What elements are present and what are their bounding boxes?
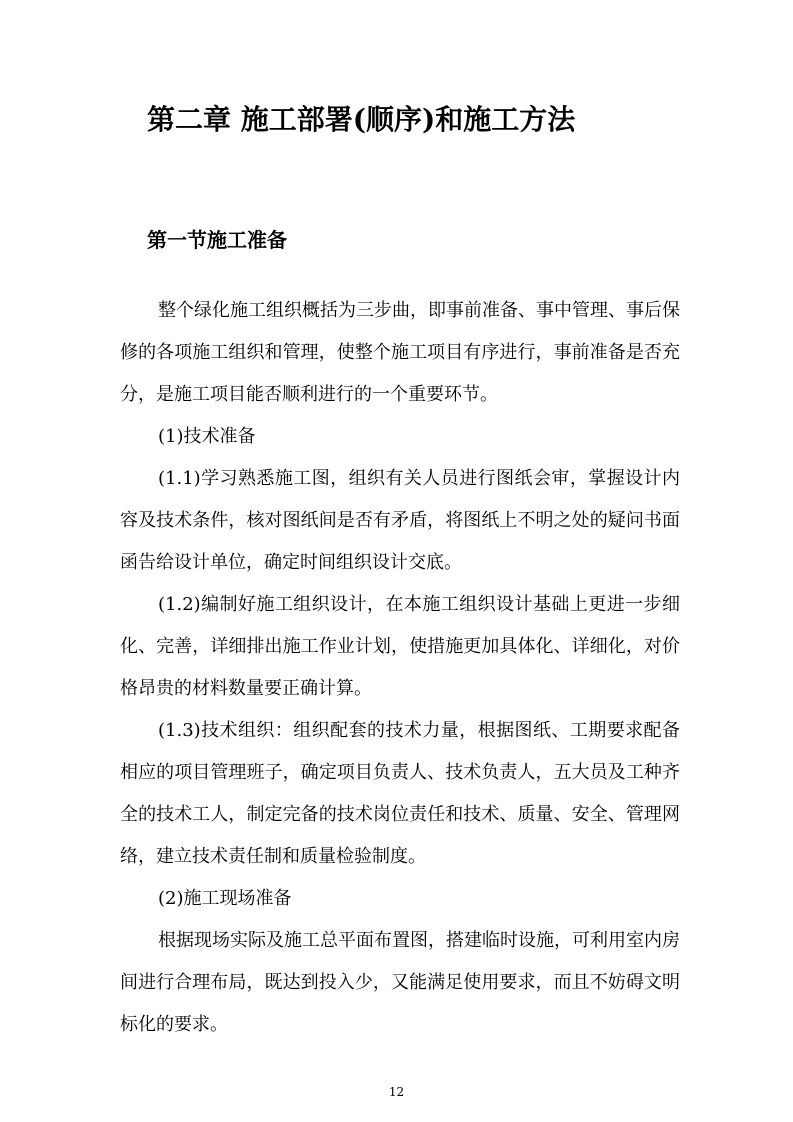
- page-number: 12: [388, 1085, 405, 1099]
- paragraph-1-2: (1.2)编制好施工组织设计，在本施工组织设计基础上更进一步细化、完善，详细排出施工作业计划，使措施更加具体化、详细化，对价格昂贵的材料数量要正确计算。: [120, 594, 680, 699]
- section-title: 第一节施工准备: [147, 228, 287, 252]
- paragraph-intro: 整个绿化施工组织概括为三步曲，即事前准备、事中管理、事后保修的各项施工组织和管理，使整个施工项目有序进行，事前准备是否充分，是施工项目能否顺利进行的一个重要环节。: [120, 300, 680, 405]
- paragraph-1-1: (1.1)学习熟悉施工图，组织有关人员进行图纸会审，掌握设计内容及技术条件，核对图纸间是否有矛盾，将图纸上不明之处的疑问书面函告给设计单位，确定时间组织设计交底。: [120, 468, 680, 573]
- subheading-technical-preparation: (1)技术准备: [158, 426, 256, 447]
- chapter-title: 第二章 施工部署(顺序)和施工方法: [147, 103, 576, 136]
- paragraph-1-3: (1.3)技术组织：组织配套的技术力量，根据图纸、工期要求配备相应的项目管理班子，确定项目负责人、技术负责人，五大员及工种齐全的技术工人，制定完备的技术岗位责任和技术、质量、安全、管理网络，建立技术责任制和质量检验制度。: [120, 720, 680, 867]
- paragraph-site: 根据现场实际及施工总平面布置图，搭建临时设施，可利用室内房间进行合理布局，既达到投入少，又能满足使用要求，而且不妨碍文明标化的要求。: [120, 930, 680, 1035]
- document-body: [120, 290, 680, 1046]
- subheading-site-preparation: (2)施工现场准备: [158, 888, 292, 909]
